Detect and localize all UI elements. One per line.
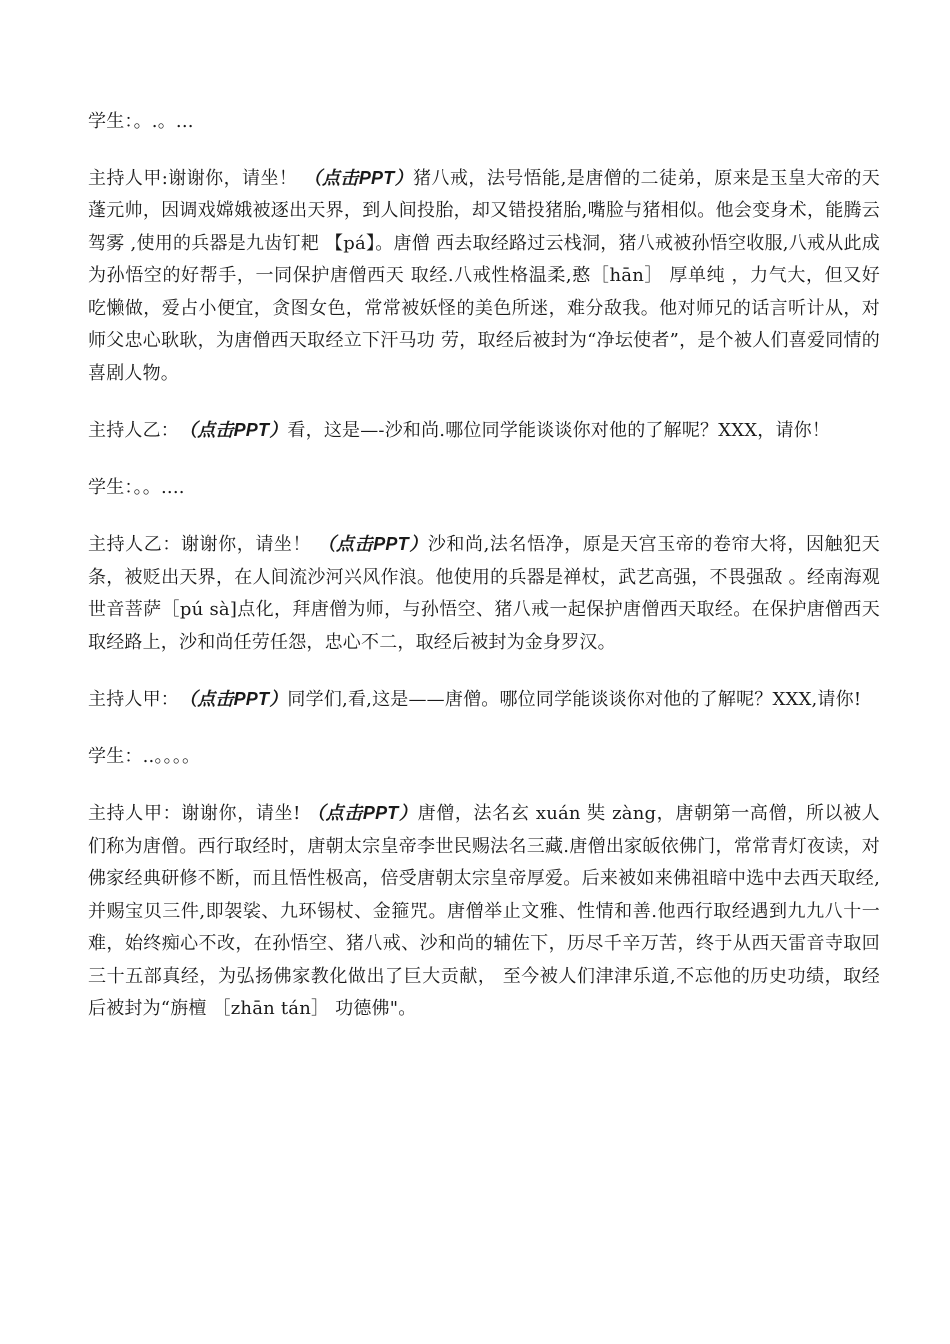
- paragraph-pre-text: 谢谢你，请坐!: [181, 803, 307, 824]
- speaker-label: 主持人甲：: [88, 803, 182, 824]
- speaker-label: 主持人甲:: [88, 167, 169, 189]
- ppt-cue: （点击PPT）: [179, 689, 288, 709]
- paragraph-text: 猪八戒，法号悟能,是唐僧的二徒弟，原来是玉皇大帝的天蓬元帅，因调戏嫦娥被逐出天界，到人间投胎，却又错投猪胎,嘴脸与猪相似。他会变身术，能腾云驾雾 ,使用的兵器是九齿钉耙 【pá】。唐僧 西去取经路过云栈洞，猪八戒被孙悟空收服,八戒从此成为孙悟空的好帮手，一同保护唐僧西天 取经.八戒性格温柔,憨［hān］ 厚单纯 ，力气大，但又好吃懒做，爱占小便宜，贪图女色，常常被妖怪的美色所迷，难分敌我。他对师兄的话言听计从，对师父忠心耿耿，为唐僧西天取经立下汗马功 劳，取经后被封为“净坛使者”，是个被人们喜爱同情的喜剧人物。: [88, 167, 880, 384]
- paragraph-text: 唐僧，法名玄 xuán 奘 zàng，唐朝第一高僧，所以被人们称为唐僧。西行取经时，唐朝太宗皇帝李世民赐法名三藏.唐僧出家皈依佛门，常常青灯夜读，对佛家经典研修不断，而且悟性极高，倍受唐朝太宗皇帝厚爱。后来被如来佛祖暗中选中去西天取经,并赐宝贝三件,即袈裟、九环锡杖、金箍咒。唐僧举止文雅、性情和善.他西行取经遇到九九八十一难，始终痴心不改，在孙悟空、猪八戒、沙和尚的辅佐下，历尽千辛万苦，终于从西天雷音寺取回三十五部真经，为弘扬佛家教化做出了巨大贡献， 至今被人们津津乐道,不忘他的历史功绩，取经后被封为“旃檀 ［zhān tán］ 功德佛"。: [88, 803, 881, 1019]
- paragraph-host-a-tangseng-intro: [88, 683, 880, 717]
- paragraph-student-3: [88, 741, 880, 774]
- speaker-label: 学生：: [88, 745, 143, 767]
- ppt-cue: （点击PPT）: [179, 420, 288, 440]
- speaker-label: 主持人甲：: [88, 689, 179, 710]
- paragraph-pre-text: 谢谢你，请坐！: [168, 167, 304, 189]
- paragraph-text: 沙和尚,法名悟净，原是天宫玉帝的卷帘大将，因触犯天条，被贬出天界，在人间流沙河兴风作浪。他使用的兵器是禅杖，武艺高强，不畏强敌 。经南海观世音菩萨［pú sà]点化，拜唐僧为师，与孙悟空、猪八戒一起保护唐僧西天取经。在保护唐僧西天取经路上，沙和尚任劳任怨，忠心不二，取经后被封为金身罗汉。: [88, 534, 880, 653]
- ppt-cue: （点击PPT）: [303, 167, 414, 188]
- paragraph-text: ..。。。。: [142, 745, 201, 767]
- speaker-label: 主持人乙：: [88, 534, 181, 555]
- paragraph-text: 。.。...: [133, 111, 194, 132]
- paragraph-student-2: [88, 472, 880, 505]
- speaker-label: 学生：: [88, 111, 134, 132]
- paragraph-host-b-shaheshang-intro: [88, 414, 880, 448]
- paragraph-host-a-tangseng: [88, 797, 880, 1026]
- paragraph-host-a-bajie: [88, 162, 880, 391]
- paragraph-student-1: [88, 106, 880, 139]
- speaker-label: 主持人乙：: [88, 420, 179, 441]
- ppt-cue: （点击PPT）: [317, 534, 428, 554]
- paragraph-text: 同学们,看,这是——唐僧。哪位同学能谈谈你对他的了解呢？XXX,请你!: [287, 689, 862, 710]
- paragraph-host-b-shaheshang: [88, 528, 880, 659]
- speaker-label: 学生：: [88, 476, 134, 498]
- ppt-cue: （点击PPT）: [306, 803, 418, 823]
- paragraph-text: 看，这是—-沙和尚.哪位同学能谈谈你对他的了解呢？XXX，请你！: [287, 420, 831, 441]
- paragraph-pre-text: 谢谢你，请坐！: [180, 534, 318, 555]
- paragraph-text: 。。....: [133, 476, 185, 498]
